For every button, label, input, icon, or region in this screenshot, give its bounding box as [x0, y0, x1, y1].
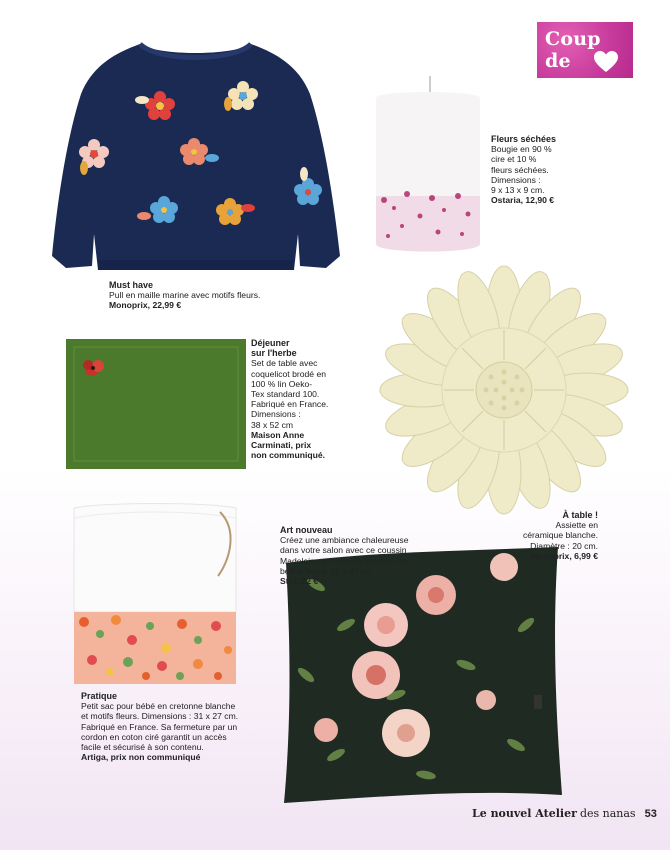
caption-line: Pull en maille marine avec motifs fleurs. [109, 290, 261, 301]
caption-line: facile et sécurisé à son contenu. [81, 742, 204, 753]
sweater-image [48, 34, 343, 274]
caption-line: Fabriqué en France. [251, 399, 329, 410]
caption-line: cire et 10 % [491, 154, 537, 165]
caption-fleurs-sechees [491, 134, 611, 205]
caption-line: fleurs séchées. [491, 164, 549, 175]
page-footer [472, 807, 657, 820]
baby-bag-image [70, 500, 242, 686]
caption-title: sur l'herbe [251, 348, 297, 359]
badge-text: Coup de [545, 28, 601, 72]
caption-title: Must have [109, 280, 154, 290]
caption-line: Créez une ambiance chaleureuse [280, 535, 409, 546]
caption-source: Monoprix, 6,99 € [530, 550, 598, 561]
candle-image [372, 76, 484, 256]
caption-line: 9 x 13 x 9 cm. [491, 185, 545, 196]
caption-title: Art nouveau [280, 525, 333, 535]
caption-title: Fleurs séchées [491, 134, 557, 144]
caption-title: À table ! [562, 510, 598, 520]
caption-line: Diamètre : 20 cm. [530, 540, 598, 551]
placemat-image [66, 339, 246, 469]
caption-art-nouveau [280, 525, 510, 586]
caption-line: Dimensions : [491, 174, 541, 185]
caption-dejeuner-sur-l-herbe [251, 338, 343, 460]
caption-line: Petit sac pour bébé en cretonne blanche [81, 701, 236, 712]
caption-line: Madeleine en velours imprimé de [280, 555, 407, 566]
daisy-plate-image [378, 268, 630, 513]
caption-line: dans votre salon avec ce coussin [280, 545, 407, 556]
caption-line: 100 % lin Oeko- [251, 378, 313, 389]
coup-de-coeur-badge [537, 22, 633, 78]
caption-title: Pratique [81, 691, 118, 701]
caption-line: Tex standard 100. [251, 389, 320, 400]
caption-source: Stof, 22 € [280, 576, 319, 587]
caption-line: Dimensions : [251, 409, 301, 420]
caption-source: non communiqué. [251, 450, 325, 461]
caption-line: belles fleurs. 45 x 45 cm. [280, 565, 376, 576]
caption-line: Fabriqué en France. Sa fermeture par un [81, 721, 238, 732]
caption-line: Set de table avec [251, 358, 318, 369]
caption-source: Artiga, prix non communiqué [81, 752, 201, 763]
caption-line: 38 x 52 cm [251, 419, 294, 430]
heart-icon [593, 50, 619, 74]
caption-line: et motifs fleurs. Dimensions : 31 x 27 cm. [81, 711, 239, 722]
caption-line: Assiette en [555, 520, 598, 531]
caption-a-table [505, 510, 598, 561]
page-number: 53 [644, 808, 657, 820]
footer-brand-suffix: des nanas [579, 807, 636, 820]
caption-source: Ostaria, 12,90 € [491, 195, 555, 206]
caption-line: céramique blanche. [522, 530, 598, 541]
caption-source: Monoprix, 22,99 € [109, 300, 182, 311]
caption-source: Maison Anne [251, 429, 305, 440]
caption-line: coquelicot brodé en [251, 368, 327, 379]
caption-line: cordon en coton ciré garantit un accès [81, 731, 227, 742]
caption-source: Carminati, prix [251, 440, 312, 451]
caption-must-have [109, 280, 309, 311]
caption-pratique [81, 691, 266, 762]
footer-brand: Le nouvel Atelier [472, 807, 577, 820]
caption-title: Déjeuner [251, 338, 290, 348]
caption-line: Bougie en 90 % [491, 144, 552, 155]
